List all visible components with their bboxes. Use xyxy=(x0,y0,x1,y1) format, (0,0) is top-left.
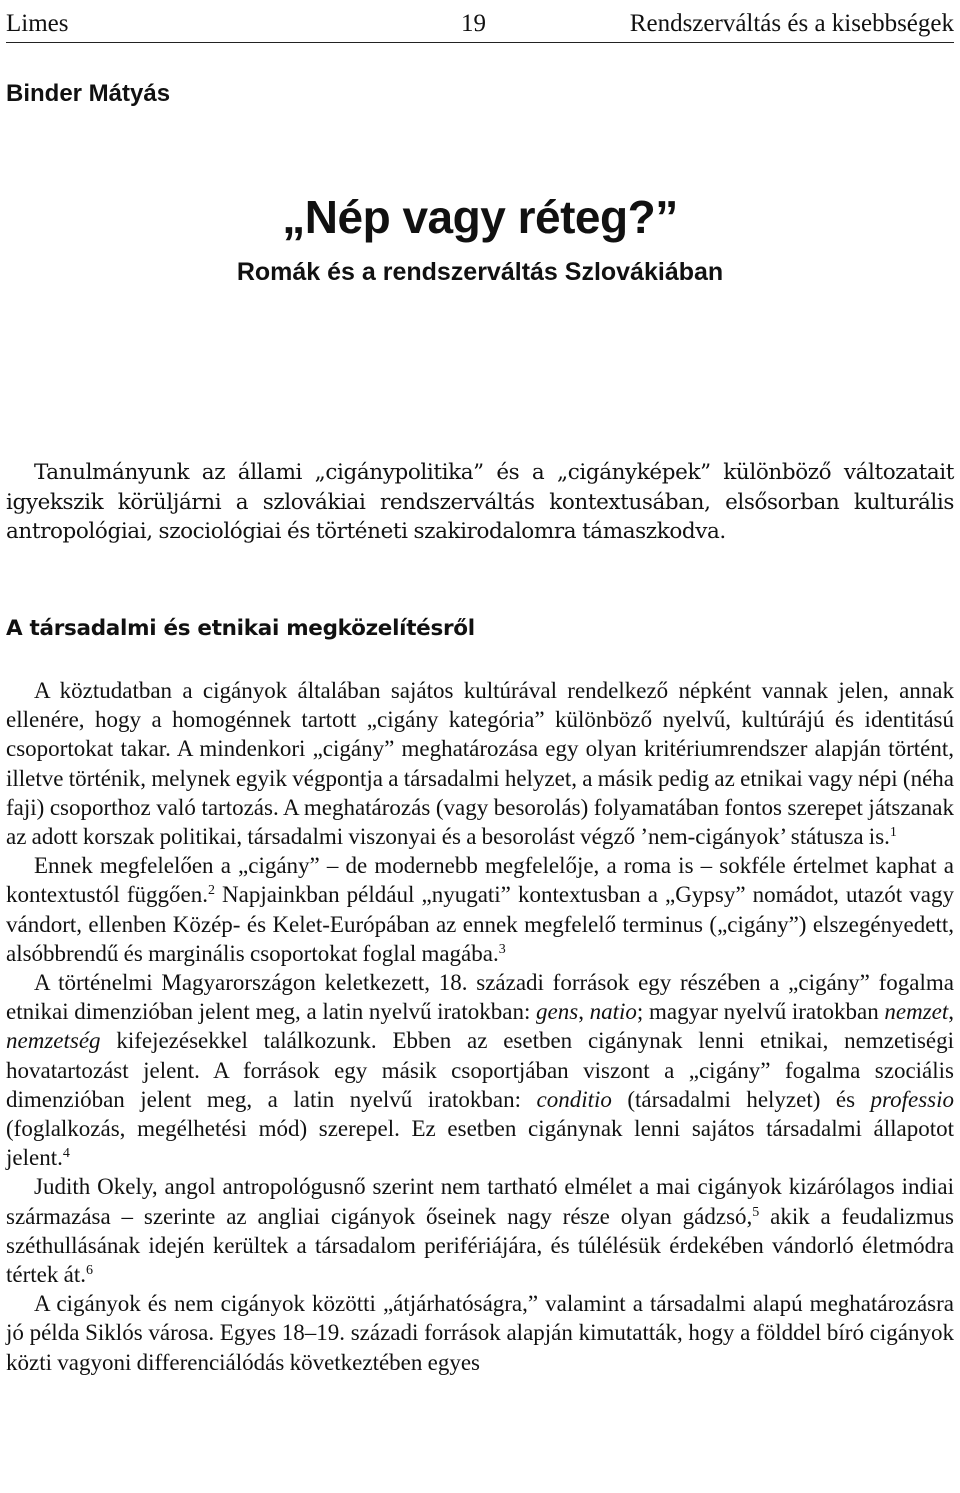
footnote-marker: 6 xyxy=(85,1263,93,1279)
paragraph-text: A köztudatban a cigányok általában sajátos kultúrával rendelkező népként vannak jelen, annak ellenére, hogy a homogénnek tartott „cigány kategória” különböző nyelvű, kultúrájú és identitású csoportokat takar. A mindenkori „cigány” meghatározása egy olyan kritériumrendszer alapján történt, illetve történik, melynek egyik végpontja a társadalmi helyzet, a másik pedig az etnikai vagy népi (néha faji) csoporthoz való tartozás. A meghatározás (vagy besorolás) folyamatában fontos szerepet játszanak az adott korszak politikai, társadalmi viszonyai és a besorolást végző ’nem-cigányok’ státusza is. xyxy=(6,678,954,850)
article-title: „Nép vagy réteg?” xyxy=(282,191,678,243)
italic-term: gens xyxy=(536,999,579,1025)
paragraph-5 xyxy=(6,1289,954,1377)
journal-name: Limes xyxy=(6,10,69,37)
paragraph-text: A cigányok és nem cigányok közötti „átjárhatóságra,” valamint a társadalmi alapú meghatározásra jó példa Siklós városa. Egyes 18–19. századi források alapján kimutatták, hogy a földdel bíró cigányok közti vagyoni differenciálódás következtében egyes xyxy=(6,1291,954,1375)
paragraph-text: A történelmi Magyarországon keletkezett, 18. századi források egy részében a „cigány” fogalma etnikai dimenzióban jelent meg, a latin nyelvű iratokban: xyxy=(6,970,954,1025)
paragraph-2 xyxy=(6,851,954,968)
running-header xyxy=(6,6,954,43)
section-heading: A társadalmi és etnikai megközelítésről xyxy=(6,616,475,641)
footnote-marker: 3 xyxy=(498,941,506,957)
paragraph-text: , xyxy=(578,999,590,1025)
paragraph-1 xyxy=(6,676,954,851)
paragraph-text: kifejezésekkel találkozunk. Ebben az esetben cigánynak lenni etnikai, nemzetiségi hovatartozást jelent. A források egy másik csoportjában viszont a „cigány” fogalma szociális dimenzióban jelent meg, a latin nyelvű iratokban: xyxy=(6,1028,954,1112)
paragraph-text: , xyxy=(948,999,955,1025)
footnote-marker: 5 xyxy=(752,1204,760,1220)
paragraph-text: ; magyar nyelvű iratokban xyxy=(636,999,885,1025)
section-name: Rendszerváltás és a kisebbségek xyxy=(629,10,954,37)
footnote-marker: 2 xyxy=(207,883,215,899)
paragraph-3 xyxy=(6,968,954,1172)
paragraph-text: Ennek megfelelően a „cigány” – de modernebb megfelelője, a roma is – sokféle értelmet kaphat a kontextustól függően. xyxy=(6,853,954,908)
italic-term: natio xyxy=(589,999,637,1025)
paragraph-text: (társadalmi helyzet) és xyxy=(611,1086,871,1112)
abstract-paragraph: Tanulmányunk az állami „cigánypolitika” és a „cigányképek” különböző változatait igyekszik körüljárni a szlovákiai rendszerváltás kontextusában, elsősorban kulturális antropológiai, szociológiai és történeti szakirodalomra támaszkodva. xyxy=(6,460,954,544)
paragraph-text: (foglalkozás, megélhetési mód) szerepel. Ez esetben cigánynak lenni sajátos társadalmi állapotot jelent. xyxy=(6,1116,954,1171)
author-name: Binder Mátyás xyxy=(6,80,171,107)
body-text xyxy=(6,676,954,1377)
italic-term: nemzetség xyxy=(6,1028,101,1054)
italic-term: conditio xyxy=(536,1086,612,1112)
footnote-marker: 1 xyxy=(889,825,897,841)
footnote-marker: 4 xyxy=(62,1146,70,1162)
abstract xyxy=(6,458,954,547)
page-number: 19 xyxy=(461,10,486,37)
italic-term: nemzet xyxy=(884,999,949,1025)
paragraph-text: Judith Okely, angol antropológusnő szerint nem tartható elmélet a mai cigányok kizárólagos indiai származása – szerinte az angliai cigányok őseinek nagy része olyan gádzsó, xyxy=(6,1174,954,1229)
italic-term: professio xyxy=(870,1086,954,1112)
paragraph-4 xyxy=(6,1172,954,1289)
paragraph-text: akik a feudalizmus széthullásának idején kerültek a társadalom perifériájára, és túlélésük érdekében vándorló életmódra tértek át. xyxy=(6,1203,954,1288)
article-subtitle: Romák és a rendszerváltás Szlovákiában xyxy=(236,258,724,286)
paragraph-text: Napjainkban például „nyugati” kontextusban a „Gypsy” nomádot, utazót vagy vándort, ellenben Közép- és Kelet-Európában az ennek megfelelő terminus („cigány”) elszegényedett, alsóbbrendű és marginális csoportokat foglal magába. xyxy=(6,882,954,966)
